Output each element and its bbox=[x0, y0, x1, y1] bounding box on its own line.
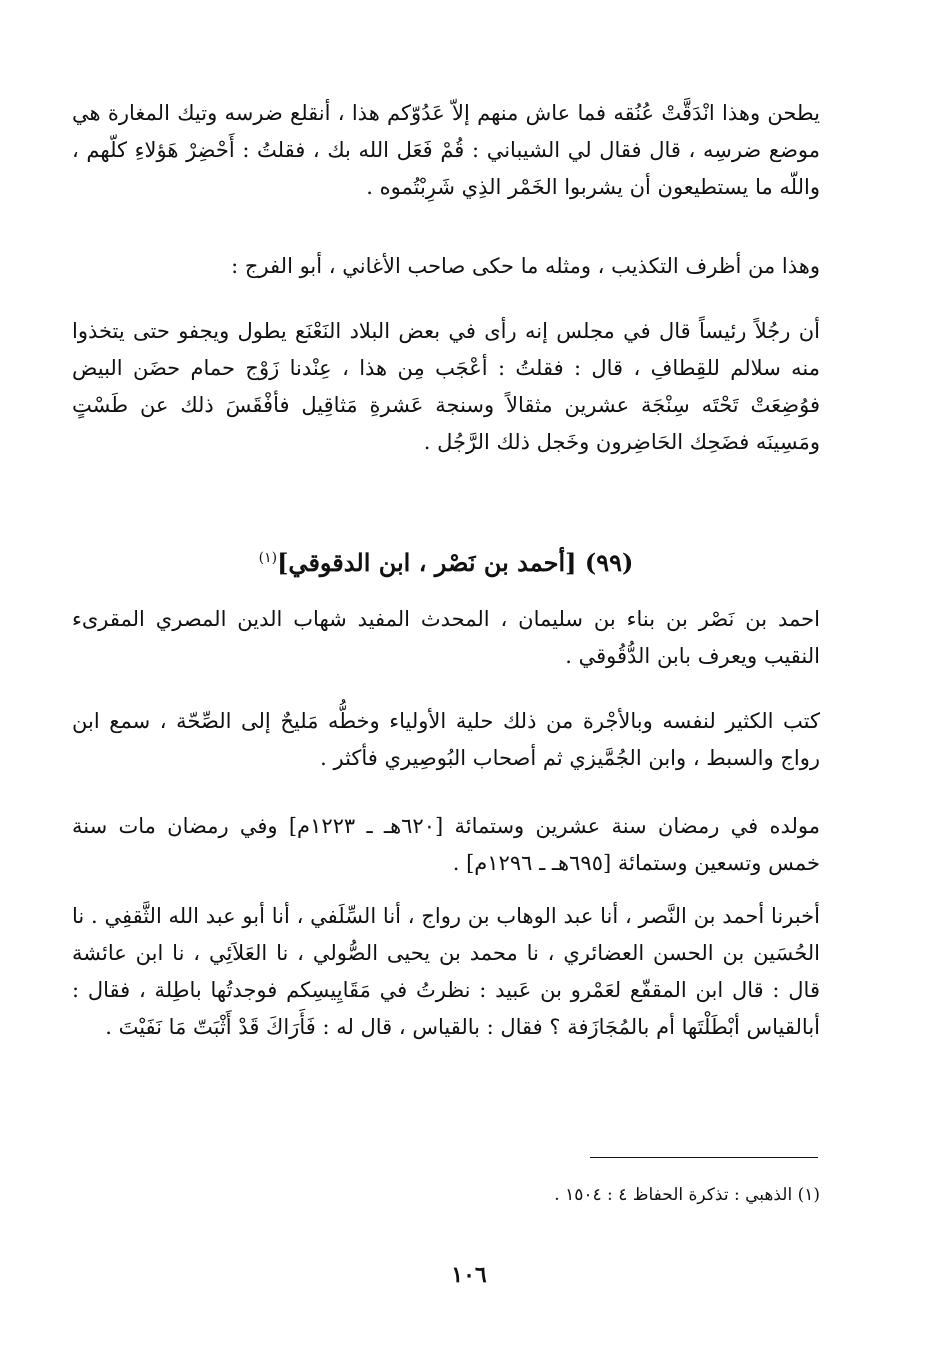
paragraph-transition: وهذا من أظرف التكذيب ، ومثله ما حكى صاحب الأغاني ، أبو الفرج : bbox=[231, 254, 820, 278]
paragraph-anecdote: أن رجُلاً رئيساً قال في مجلس إنه رأى في بعض البلاد النَعْنَع يطول ويجفو حتى يتخذوا منه سلالم للقِطافِ ، قال : فقلتُ : أعْجَب مِن هذا ، عِنْدنا زَوْج حمام حضَن البيض فوُضِعَتْ تَحْتَه سِنْجَة عشرين مثقالاً وسنجة عَشرةِ مَثاقِيل فأفْقَسَ ذلك عن طَسْتٍ ومَسِينَه فضَحِك الحَاضِرون وخَجل ذلك الرَّجُل . bbox=[72, 319, 820, 454]
entry-paragraph-dates: مولده في رمضان سنة عشرين وستمائة [٦٢٠هـ ـ ١٢٢٣م] وفي رمضان مات سنة خمس وتسعين وستمائة [٦٩٥هـ ـ ١٢٩٦م] . bbox=[72, 814, 820, 875]
footnote-marker: (١) bbox=[258, 550, 278, 566]
footnote: (١) الذهبي : تذكرة الحفاظ ٤ : ١٥٠٤ . bbox=[554, 1185, 820, 1205]
paragraph-continuation: يطحن وهذا انْدَقَّتْ عُنُقه فما عاش منهم إلاّ عَدُوّكم هذا ، أنقلع ضرسه وتيك المغارة هي موضع ضرسِه ، قال فقال لي الشيباني : قُمْ فَعَل الله بك ، فقلتُ : أَحْضِرْ هَؤلاءِ كلّهم ، واللّه ما يستطيعون أن يشربوا الخَمْر الذِي شَرِبْتُموه . bbox=[72, 101, 820, 199]
entry-heading-text: (٩٩) [أحمد بن نَصْر ، ابن الدقوقي] bbox=[277, 548, 634, 577]
entry-paragraph-writing: كتب الكثير لنفسه وبالأجْرة من ذلك حلية الأولياء وخطُّه مَليحٌ إلى الصِّحّة ، سمع ابن رواج والسبط ، وابن الجُمَّيزي ثم أصحاب البُوصِيري فأكثر . bbox=[72, 709, 820, 770]
page-number: ١٠٦ bbox=[451, 1262, 487, 1288]
entry-paragraph-narration: أخبرنا أحمد بن النَّصر ، أنا عبد الوهاب بن رواج ، أنا السِّلَفي ، أنا أبو عبد الله الثَّقفِي . نا الحُسَين بن الحسن العضائري ، نا محمد بن يحيى الصُّولي ، نا العَلاَئِي ، نا ابن عائشة قال : قال ابن المقفّع لعَمْرو بن عَبيد : نظرتُ في مَقَايِيسِكم فوجدتُها باطِلة ، فقال : أبالقياس أبْطَلْتَها أم بالمُجَازَفة ؟ فقال : بالقياس ، قال له : فَأَرَاكَ قَدْ أَثْبَتّ مَا نَفَيْتَ . bbox=[72, 904, 820, 1039]
entry-heading bbox=[72, 536, 820, 585]
entry-paragraph-name: احمد بن نَصْر بن بناء بن سليمان ، المحدث المفيد شهاب الدين المصري المقرىء النقيب ويعرف بابن الدُّقُوقي . bbox=[72, 607, 820, 668]
footnote-divider bbox=[590, 1157, 818, 1158]
